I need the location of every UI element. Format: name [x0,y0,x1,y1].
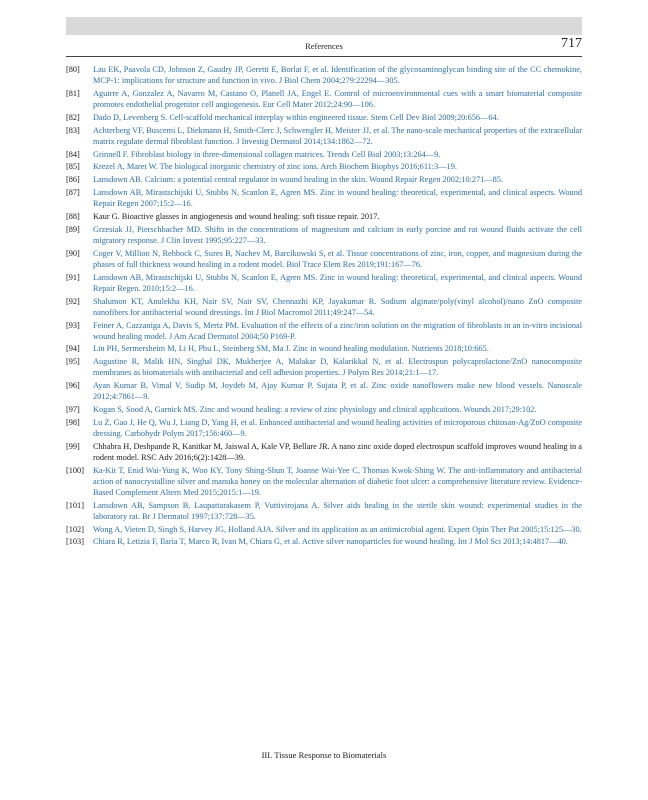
reference-link[interactable]: Lansdown AB, Mirastschijski U, Stubbs N, Scanlon E, Agren MS. Zinc in wound healing: theoretical, experimental, and clinical aspects. Wound Repair Regen 2007;15:2—16. [93,188,582,209]
reference-number: [101] [66,500,84,510]
reference-link[interactable]: Ka-Kit T, Enid Wai-Yung K, Woo KY, Tony Shing-Shun T, Joanne Wai-Yee C, Thomas Kwok-Shing W. The anti-inflammatory and antibacterial action of nanocrystalline silver and manuka honey on the molecular alternation of diabetic foot ulcer: a comprehensive literature review. Evidence-Based Complement Altern Med 2015;2015:1—19. [93,465,582,497]
reference-item [66,112,582,123]
page-header [66,36,582,56]
reference-number: [98] [66,418,80,428]
reference-number: [85] [66,162,80,172]
running-head: References [305,41,343,51]
reference-link[interactable]: Lansdown AB. Calcium: a potential central regulator in wound healing in the skin. Wound Repair Regen 2002;10:271—85. [93,175,504,185]
reference-number: [81] [66,88,80,98]
reference-item [66,465,582,498]
reference-link[interactable]: Grzesiak JJ, Pierschbacher MD. Shifts in the concentrations of magnesium and calcium in early porcine and rat wound fluids activate the cell migratory response. J Clin Invest 1995;95:227—33. [93,225,582,246]
reference-number: [87] [66,188,80,198]
reference-text: Kaur G. Bioactive glasses in angiogenesis and wound healing: soft tissue repair. 2017. [93,212,380,222]
reference-item [66,125,582,147]
header-bar [66,17,582,35]
reference-number: [95] [66,357,80,367]
reference-item [66,404,582,415]
reference-item [66,380,582,402]
reference-link[interactable]: Aguirre A, Gonzalez A, Navarro M, Castano O, Planell JA, Engel E. Control of microenvironmental cues with a smart biomaterial composite promotes endothelial progenitor cell angiogenesis. Eur Cell Mater 2012;24:90—106. [93,88,582,109]
reference-link[interactable]: Dado D, Levenberg S. Cell-scaffold mechanical interplay within engineered tissue. Stem Cell Dev Biol 2009;20:656—64. [93,112,499,122]
reference-item [66,320,582,342]
reference-link[interactable]: Lansdown AB, Sampson B, Laupattarakasem P, Vuttivirojana A. Silver aids healing in the sterile skin wound: experimental studies in the laboratory rat. Br J Dermatol 1997;137:728—35. [93,500,582,521]
reference-link[interactable]: Lau EK, Paavola CD, Johnson Z, Gaudry JP, Geretti E, Borlat F, et al. Identification of the glycosaminoglycan binding site of the CC chemokine, MCP-1: implications for structure and function in vivo. J Biol Chem 2004;279:22294—305. [93,65,582,85]
reference-number: [90] [66,248,80,258]
reference-link[interactable]: Achterberg VF, Buscemi L, Diekmann H, Smith-Clerc J, Schwengler H, Meister JJ, et al. The nano-scale mechanical properties of the extracellular matrix regulate dermal fibroblast function. J Investig Dermatol 2014;134:1862—72. [93,125,582,146]
reference-item [66,524,582,535]
reference-item [66,356,582,378]
header-rule [66,56,582,57]
reference-link[interactable]: Coger V, Million N, Rehbock C, Sures B, Nachev M, Barcikowski S, et al. Tissue concentrations of zinc, iron, copper, and magnesium during the phases of full thickness wound healing in a rodent model. Biol Trace Elem Res 2019;191:167—76. [93,248,582,269]
reference-item [66,88,582,110]
reference-text: Chhabra H, Deshpande R, Kanitkar M, Jaiswal A, Kale VP, Bellare JR. A nano zinc oxide doped electrospun scaffold improves wound healing in a rodent model. RSC Adv 2016;6(2):1428—39. [93,441,582,462]
reference-item [66,441,582,463]
reference-item [66,149,582,160]
reference-link[interactable]: Shalumon KT, Anulekha KH, Nair SV, Nair SV, Chennazhi KP, Jayakumar R. Sodium alginate/poly(vinyl alcohol)/nano ZnO composite nanofibers for antibacterial wound dressings. Int J Biol Macromol 2011;49:247—54. [93,296,582,317]
reference-link[interactable]: Krezel A, Maret W. The biological inorganic chemistry of zinc ions. Arch Biochem Biophys 2016;611:3—19. [93,162,457,172]
reference-list [66,64,582,549]
reference-number: [92] [66,296,80,306]
reference-item [66,64,582,86]
reference-number: [89] [66,225,80,235]
reference-number: [99] [66,441,80,451]
reference-number: [84] [66,149,80,159]
reference-link[interactable]: Wong A, Vieten D, Singh S, Harvey JG, Holland AJA. Silver and its application as an antimicrobial agent. Expert Opin Ther Pat 2005;15:125—30. [93,524,582,534]
reference-number: [93] [66,320,80,330]
footer-part-title: III. Tissue Response to Biomaterials [261,750,387,760]
page-number: 717 [561,36,582,51]
reference-item [66,536,582,547]
reference-link[interactable]: Feiner A, Cazzaniga A, Davis S, Mertz PM. Evaluation of the effects of a zinc/iron solution on the migration of fibroblasts in an in-vitro incisional wound healing model. J Am Acad Dermatol 2004;50 P169-P. [93,320,582,341]
reference-item [66,272,582,294]
reference-item [66,187,582,209]
reference-number: [91] [66,272,80,282]
reference-item [66,248,582,270]
reference-link[interactable]: Chiara R, Letizia F, Ilaria T, Marco R, Ivan M, Chiara G, et al. Active silver nanoparticles for wound healing. Int J Mol Sci 2013;14:4817—40. [93,537,568,547]
reference-item [66,417,582,439]
reference-item [66,296,582,318]
reference-item [66,224,582,246]
reference-number: [88] [66,212,80,222]
reference-link[interactable]: Lu Z, Gao J, He Q, Wu J, Liang D, Yang H, et al. Enhanced antibacterial and wound healing activities of microporous chitosan-Ag/ZnO composite dressing. Carbohydr Polym 2017;156:460—9. [93,418,582,439]
reference-link[interactable]: Augustine R, Malik HN, Singhal DK, Mukherjee A, Malakar D, Kalarikkal N, et al. Electrospun polycaprolactone/ZnO nanocomposite membranes as biomaterials with antibacterial and cell adhesion properties. J Polym Res 2014;21:1—17. [93,357,582,378]
reference-number: [97] [66,405,80,415]
reference-item [66,174,582,185]
reference-number: [83] [66,125,80,135]
reference-link[interactable]: Grinnell F. Fibroblast biology in three-dimensional collagen matrices. Trends Cell Biol 2003;13:264—9. [93,149,441,159]
reference-number: [100] [66,465,84,475]
reference-number: [94] [66,344,80,354]
reference-number: [86] [66,175,80,185]
reference-number: [96] [66,381,80,391]
reference-link[interactable]: Lin PH, Sermersheim M, Li H, Phu L, Steinberg SM, Ma J. Zinc in wound healing modulation. Nutrients 2018;10:665. [93,344,489,354]
reference-number: [82] [66,112,80,122]
reference-number: [102] [66,524,84,534]
reference-number: [103] [66,537,84,547]
reference-item [66,161,582,172]
reference-item [66,343,582,354]
reference-link[interactable]: Kogan S, Sood A, Garnick MS. Zinc and wound healing: a review of zinc physiology and clinical applications. Wounds 2017;29:102. [93,405,537,415]
reference-item [66,211,582,222]
reference-item [66,500,582,522]
reference-number: [80] [66,65,80,74]
reference-link[interactable]: Ayan Kumar B, Vimal V, Sudip M, Joydeb M, Ajay Kumar P, Sujata P, et al. Zinc oxide nanoflowers make new blood vessels. Nanoscale 2012;4:7861—9. [93,381,582,402]
reference-link[interactable]: Lansdown AB, Mirastschijski U, Stubbs N, Scanlon E, Agren MS. Zinc in wound healing: theoretical, experimental, and clinical aspects. Wound Repair Regen. 2010;15:2—16. [93,272,582,293]
